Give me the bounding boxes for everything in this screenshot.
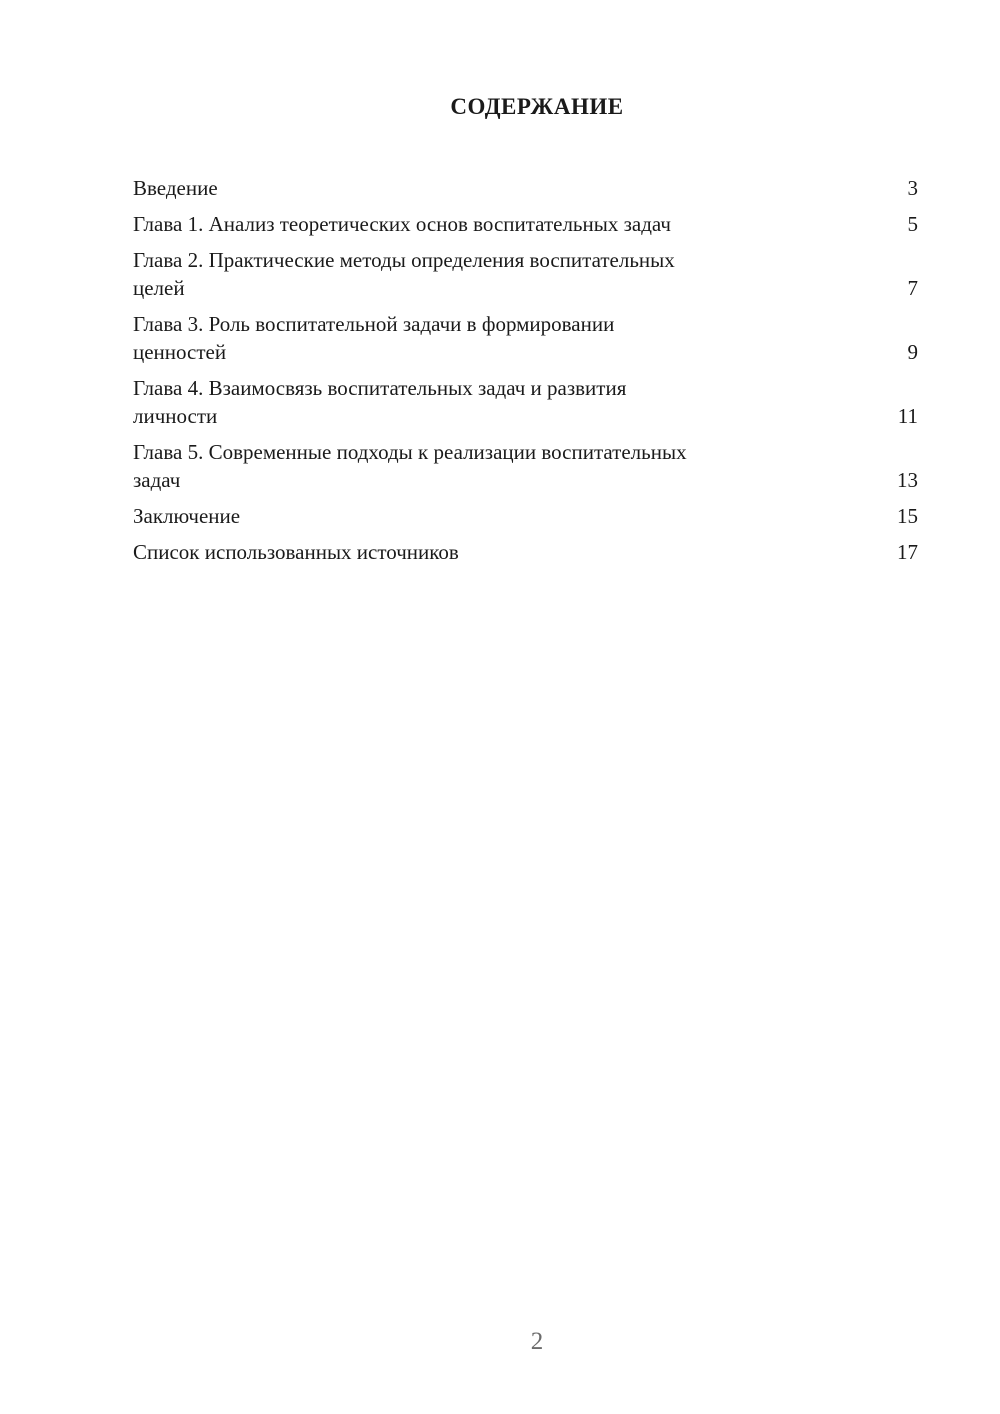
toc-entry-title: [133, 438, 687, 494]
toc-entry-title: [133, 210, 671, 238]
toc-entry-page-number: 9: [907, 340, 918, 364]
toc-entry-line: Введение: [133, 176, 218, 200]
toc-entry: [133, 210, 918, 238]
toc-entry-line: Глава 1. Анализ теоретических основ воспитательных задач: [133, 212, 671, 236]
page-content: [0, 0, 1000, 566]
table-of-contents: [133, 174, 941, 566]
toc-entry-page-number: 13: [897, 468, 918, 492]
toc-entry-title: [133, 310, 614, 366]
toc-entry-line: Список использованных источников: [133, 540, 459, 564]
toc-entry: [133, 374, 918, 430]
toc-entry-line: Глава 3. Роль воспитательной задачи в формировании: [133, 312, 615, 336]
toc-entry-line: целей: [133, 276, 185, 300]
toc-entry-page-number: 17: [897, 540, 918, 564]
toc-entry: [133, 538, 918, 566]
toc-entry: [133, 438, 918, 494]
toc-entry-line: личности: [133, 404, 218, 428]
toc-entry-title: [133, 174, 218, 202]
toc-entry-title: [133, 246, 675, 302]
toc-entry-title: [133, 374, 626, 430]
toc-entry-page-number: 15: [897, 504, 918, 528]
toc-entry-page-number: 5: [907, 212, 918, 236]
toc-entry-title: [133, 502, 240, 530]
toc-entry-line: Глава 5. Современные подходы к реализации воспитательных: [133, 440, 687, 464]
toc-entry-line: задач: [133, 468, 181, 492]
toc-entry-page-number: 7: [907, 276, 918, 300]
toc-entry-page-number: 11: [897, 404, 918, 428]
toc-entry-line: ценностей: [133, 340, 227, 364]
toc-entry: [133, 502, 918, 530]
footer-page-number: 2: [530, 1328, 544, 1355]
toc-entry: [133, 310, 918, 366]
toc-entry-page-number: 3: [907, 176, 918, 200]
toc-entry-line: Заключение: [133, 504, 241, 528]
toc-entry: [133, 174, 918, 202]
toc-entry: [133, 246, 918, 302]
toc-entry-title: [133, 538, 459, 566]
toc-entry-line: Глава 2. Практические методы определения воспитательных: [133, 248, 675, 272]
page-title: СОДЕРЖАНИЕ: [450, 94, 624, 119]
toc-entry-line: Глава 4. Взаимосвязь воспитательных задач и развития: [133, 376, 627, 400]
